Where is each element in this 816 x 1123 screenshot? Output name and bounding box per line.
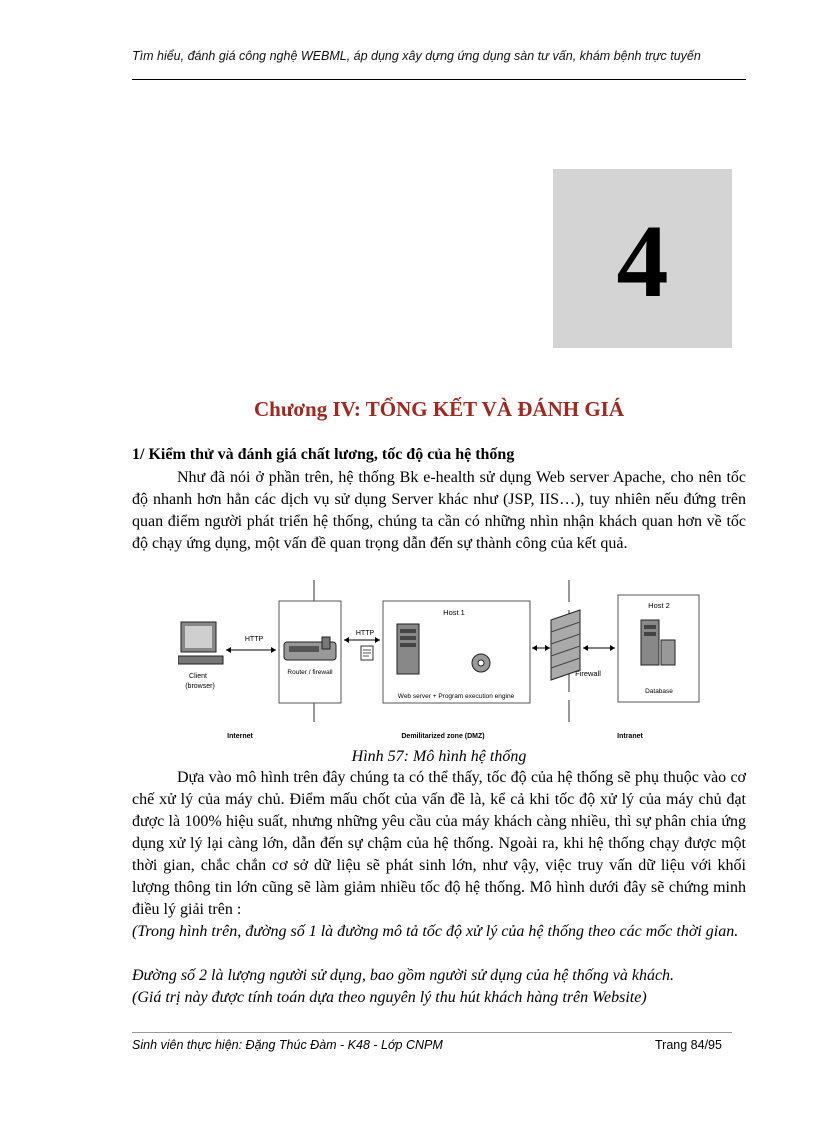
client-computer-icon — [178, 622, 223, 664]
chapter-title: Chương IV: TỔNG KẾT VÀ ĐÁNH GIÁ — [253, 397, 625, 421]
paragraph-analysis-text: Dựa vào mô hình trên đây chúng ta có thể thấy, tốc độ của hệ thống sẽ phụ thuộc vào cơ chế xử lý của máy chủ. Điểm mấu chốt của vấn đề là, kể cả khi tốc độ xử lý của máy chủ đạt được là 100% hiệu suất, nhưng những yêu cầu của máy khách càng nhiều, thì sự phân chia ứng dụng xử lý lại càng lớn, dẫn đến sự chậm của hệ thống. Ngoài ra, khi hệ thống chạy được một thời gian, chắc chắn cơ sở dữ liệu sẽ phát sinh lớn, như vậy, việc truy vấn dữ liệu với khối lượng thông tin lớn cũng sẽ làm giảm nhiều tốc độ hệ thống. Mô hình dưới đây sẽ chứng minh điều lý giải trên : — [132, 769, 746, 918]
gear-icon — [472, 654, 490, 672]
document-icon — [361, 646, 373, 660]
arrowhead-right — [271, 647, 276, 653]
arrowhead-left — [344, 637, 349, 643]
zone-internet-label: Internet — [227, 733, 253, 740]
page-number: Trang 84/95 — [655, 1038, 722, 1052]
paragraph-intro-text: Như đã nói ở phần trên, hệ thống Bk e-health sử dụng Web server Apache, cho nên tốc độ nhanh hơn hẳn các dịch vụ sử dụng Server khác như (JSP, IIS…), tuy nhiên nếu đứng trên quan điểm người phát triển hệ thống, chúng ta cần có những nhìn nhận khách quan hơn về tốc độ chạy ứng dụng, một vấn đề quan trọng dẫn đến sự thành công của kết quả. — [132, 469, 746, 552]
arrowhead-left — [226, 647, 231, 653]
host1-label: Host 1 — [443, 608, 465, 617]
italic-note-1: (Trong hình trên, đường số 1 là đường mô tả tốc độ xử lý của hệ thống theo các mốc thời gian. — [132, 923, 739, 940]
zone-intranet-label: Intranet — [617, 733, 643, 740]
italic-note-2: Đường số 2 là lượng người sử dụng, bao gồm người sử dụng của hệ thống và khách. — [132, 967, 675, 984]
header-divider — [132, 79, 746, 80]
italic-note-3: (Giá trị này được tính toán dựa theo nguyên lý thu hút khách hàng trên Website) — [132, 989, 647, 1006]
chapter-number-box — [553, 169, 732, 348]
footer-divider — [132, 1032, 732, 1033]
router-label: Router / firewall — [287, 669, 333, 676]
section-heading: 1/ Kiểm thử và đánh giá chất lương, tốc độ của hệ thống — [132, 446, 515, 463]
footer-author: Sinh viên thực hiện: Đặng Thúc Đàm - K48 - Lớp CNPM — [132, 1038, 443, 1052]
figure-caption: Hình 57: Mô hình hệ thống — [351, 748, 527, 765]
zone-dmz-label: Demilitarized zone (DMZ) — [401, 733, 485, 740]
http-label-1: HTTP — [244, 636, 264, 643]
host2-label: Host 2 — [648, 601, 670, 610]
running-header: Tìm hiểu, đánh giá công nghệ WEBML, áp dụng xây dựng ứng dụng sàn tư vấn, khám bệnh trực tuyến — [132, 49, 701, 63]
paragraph-analysis — [132, 767, 746, 921]
http-label-2: HTTP — [355, 630, 375, 637]
arrowhead-right — [610, 645, 615, 651]
arrowhead-right — [375, 637, 380, 643]
chapter-number: 4 — [616, 203, 669, 319]
arrowhead-right — [545, 645, 550, 651]
server-tower-icon — [397, 624, 419, 674]
system-architecture-diagram — [178, 580, 703, 745]
arrowhead-left — [583, 645, 588, 651]
browser-label: (browser) — [185, 683, 215, 690]
firewall-label: Firewall — [575, 669, 601, 678]
database-label: Database — [645, 688, 673, 695]
client-label: Client — [189, 673, 207, 680]
paragraph-intro — [132, 467, 746, 555]
arrowhead-left — [532, 645, 537, 651]
webserver-label: Web server + Program execution engine — [397, 693, 515, 700]
